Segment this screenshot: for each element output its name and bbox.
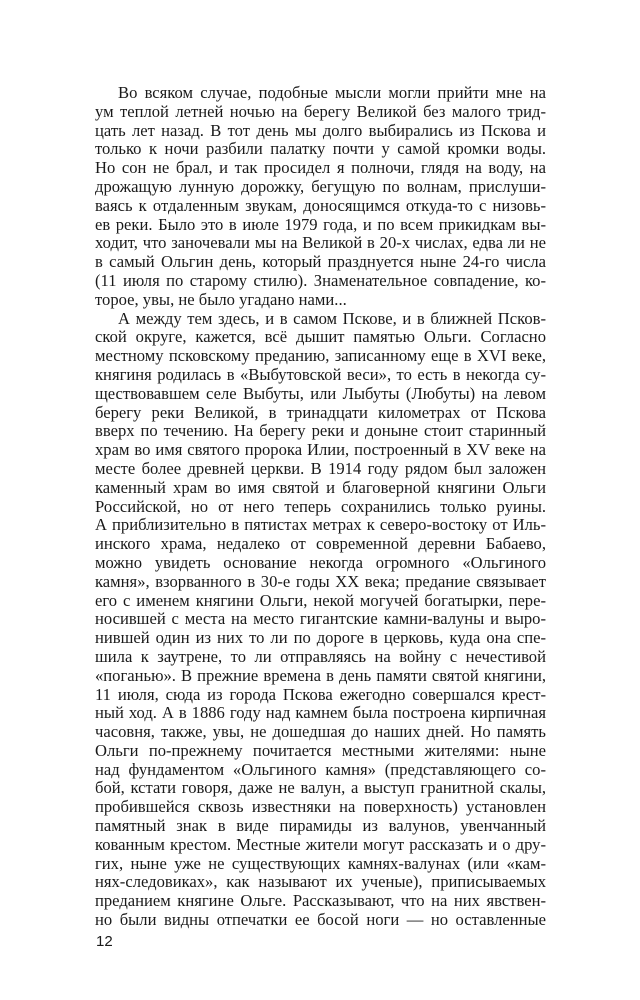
text-line: над фундаментом «Ольгиного камня» (представляющего со-	[95, 759, 546, 779]
text-line: ум теплой летней ночью на берегу Великой без малого трид-	[95, 101, 546, 121]
text-line: часовня, также, увы, не дошедшая до наших дней. Но память	[95, 722, 546, 742]
text-line: ществовавшем селе Выбуты, или Лыбуты (Любуты) на левом	[95, 383, 546, 403]
text-line: княгиня родилась в «Выбутовской веси», то есть в некогда су-	[95, 364, 546, 384]
text-line: камня», взорванного в 30-е годы XX века; предание связывает	[95, 571, 546, 591]
page-number: 12	[96, 933, 113, 950]
text-line: но были видны отпечатки ее босой ноги — но оставленные	[95, 910, 546, 930]
text-line: памятный знак в виде пирамиды из валунов, увенчанный	[95, 816, 546, 836]
text-line: в самый Ольгин день, который празднуется ныне 24-го числа	[95, 252, 546, 272]
text-line: носившей с места на место гигантские камни-валуны и выро-	[95, 609, 546, 629]
text-line: шила к заутрене, то ли отправляясь на войну с нечестивой	[95, 646, 546, 666]
text-line: только к ночи разбили палатку почти у самой кромки воды.	[95, 139, 546, 159]
text-line: Ольги по-прежнему почитается местными жителями: ныне	[95, 740, 546, 760]
text-line: ской округе, кажется, всё дышит памятью Ольги. Согласно	[95, 327, 546, 347]
text-line: нившей один из них то ли по дороге в церковь, куда она спе-	[95, 628, 546, 648]
text-line: Российской, но от него теперь сохранились только руины.	[95, 496, 546, 516]
text-line: А приблизительно в пятистах метрах к северо-востоку от Иль-	[95, 515, 546, 535]
text-line: дрожащую лунную дорожку, бегущую по волнам, прислуши-	[95, 176, 546, 196]
paragraph	[95, 310, 546, 930]
text-line: Во всяком случае, подобные мысли могли прийти мне на	[118, 83, 546, 102]
text-line: ев реки. Было это в июле 1979 года, и по всем прикидкам вы-	[95, 214, 546, 234]
body-text	[95, 84, 546, 930]
text-line: цать лет назад. В тот день мы долго выбирались из Пскова и	[95, 120, 546, 140]
text-line: его с именем княгини Ольги, некой могучей богатырки, пере-	[95, 590, 546, 610]
text-line: Но сон не брал, и так просидел я полночи, глядя на воду, на	[95, 158, 546, 178]
text-line: ходит, что заночевали мы на Великой в 20-х числах, едва ли не	[95, 233, 546, 253]
text-line: кованным крестом. Местные жители могут рассказать и о дру-	[95, 834, 546, 854]
text-line: месте более древней церкви. В 1914 году рядом был заложен	[95, 458, 546, 478]
text-line: бой, кстати говоря, даже не валун, а выступ гранитной скалы,	[95, 778, 546, 798]
text-line: местному псковскому преданию, записанному еще в XVI веке,	[95, 346, 546, 366]
text-line: нях-следовиках», как называют их ученые), приписываемых	[95, 872, 546, 892]
text-line: ный ход. А в 1886 году над камнем была построена кирпичная	[95, 703, 546, 723]
text-line: каменный храм во имя святой и благоверной княгини Ольги	[95, 477, 546, 497]
text-line: «поганью». В прежние времена в день памяти святой княгини,	[95, 665, 546, 685]
text-line: вверх по течению. На берегу реки и доныне стоит старинный	[95, 421, 546, 441]
text-line: (11 июля по старому стилю). Знаменательное совпадение, ко-	[95, 270, 546, 290]
text-line: храм во имя святого пророка Илии, построенный в XV веке на	[95, 440, 546, 460]
text-line: берегу реки Великой, в тринадцати километрах от Пскова	[95, 402, 546, 422]
text-line: торое, увы, не было угадано нами...	[95, 289, 347, 309]
text-line: ваясь к отдаленным звукам, доносящимся откуда-то с низовь-	[95, 195, 546, 215]
text-line: гих, ныне уже не существующих камнях-валунах (или «кам-	[95, 853, 546, 873]
text-line: А между тем здесь, и в самом Пскове, и в ближней Псков-	[118, 308, 546, 328]
text-line: 11 июля, сюда из города Пскова ежегодно совершался крест-	[95, 684, 546, 704]
text-line: пробившейся сквозь известняки на поверхность) установлен	[95, 797, 546, 817]
text-line: можно увидеть основание некогда огромного «Ольгиного	[95, 552, 546, 572]
text-line: преданием княгине Ольге. Рассказывают, что на них явствен-	[95, 891, 546, 911]
text-line: инского храма, недалеко от современной деревни Бабаево,	[95, 534, 546, 554]
paragraph	[95, 84, 546, 310]
